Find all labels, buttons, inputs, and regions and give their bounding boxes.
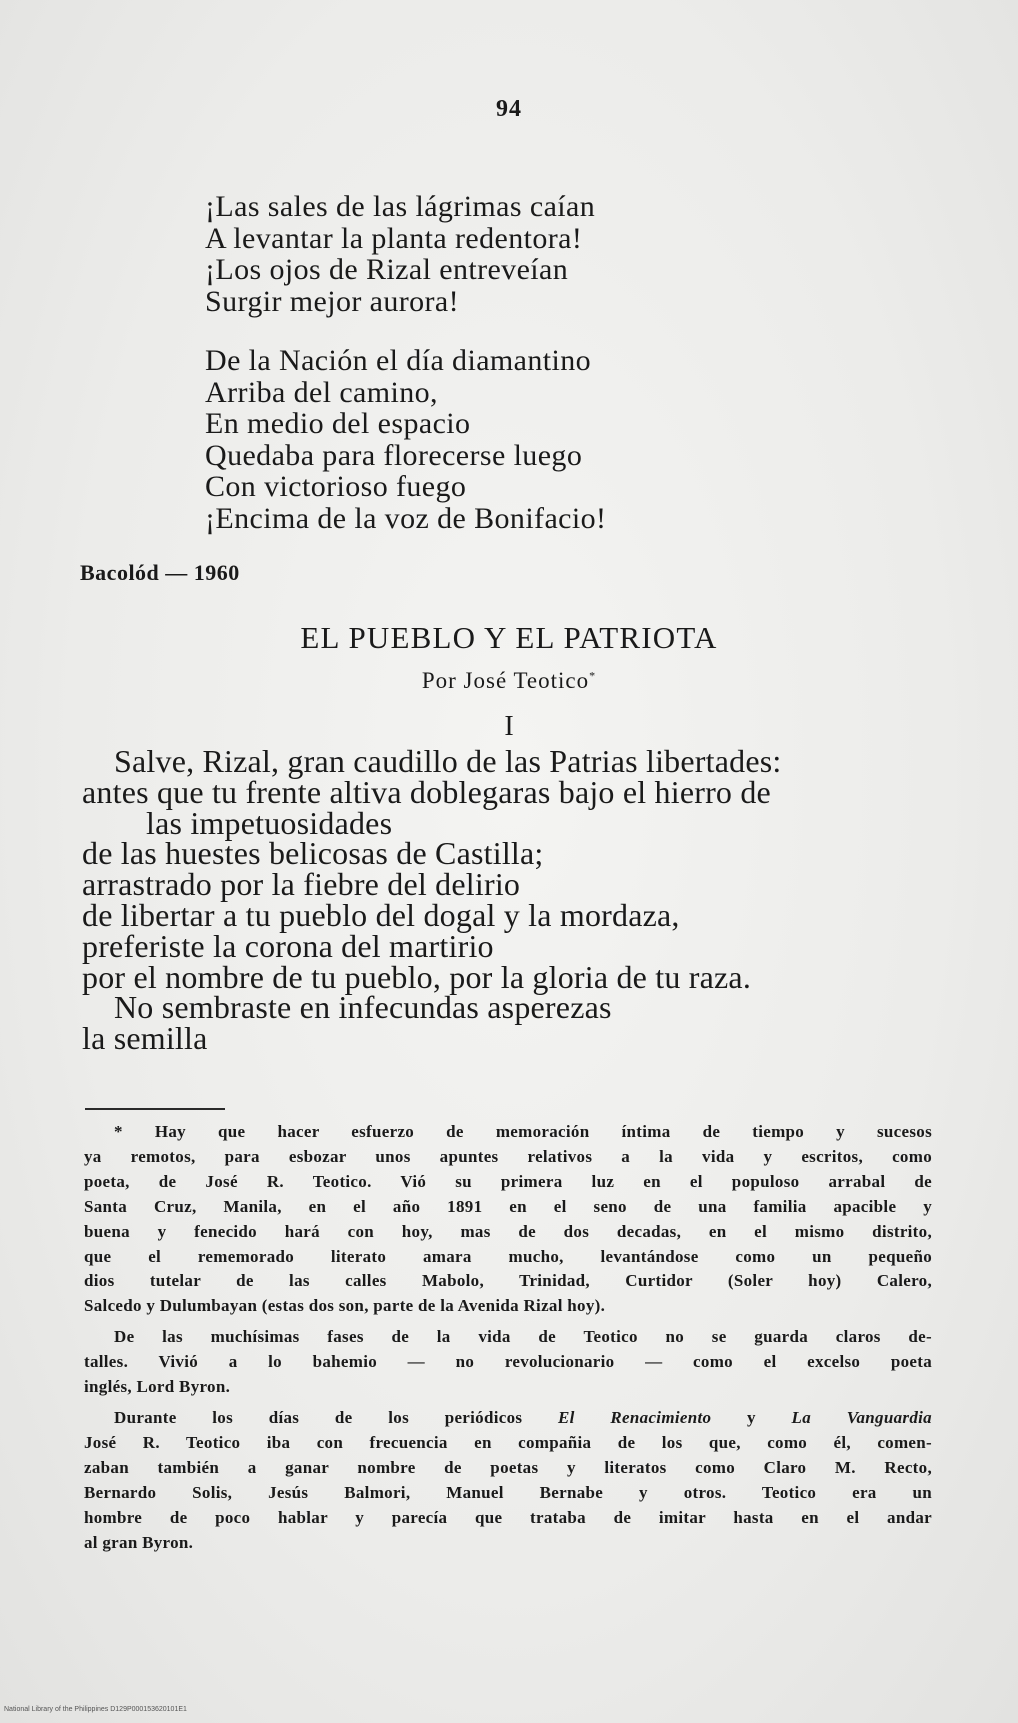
footnote-line: poeta, de José R. Teotico. Vió su primera luz en el populoso arrabal de [84, 1171, 932, 1191]
footnote-paragraph-1 [84, 1120, 932, 1319]
poem-title: EL PUEBLO Y EL PATRIOTA [300, 620, 718, 655]
footnote-line: Santa Cruz, Manila, en el año 1891 en el seno de una familia apacible y [84, 1196, 932, 1216]
footnote-line: talles. Vivió a lo bahemio — no revolucionario — como el excelso poeta [84, 1352, 932, 1372]
footnote-line: José R. Teotico iba con frecuencia en compañia de los que, como él, comen- [84, 1432, 932, 1452]
poem-place-date: Bacolód — 1960 [80, 560, 240, 585]
footnote-line: * Hay que hacer esfuerzo de memoración íntima de tiempo y sucesos [114, 1122, 932, 1141]
verse-line: Salve, Rizal, gran caudillo de las Patrias libertades: [114, 743, 782, 779]
verse-line: No sembraste en infecundas asperezas [114, 989, 612, 1026]
author-name: Por José Teotico [421, 668, 590, 693]
footnote-divider [85, 1108, 225, 1110]
page-number: 94 [496, 96, 522, 122]
footnote-line [84, 1406, 932, 1431]
newspaper-title: El Renacimiento [558, 1407, 712, 1427]
verse-line: preferiste la corona del martirio [82, 927, 494, 964]
poem-body [82, 743, 782, 1057]
footnote-line: ya remotos, para esbozar unos apuntes relativos a la vida y escritos, como [84, 1146, 932, 1166]
verse-line: Surgir mejor aurora! [205, 284, 460, 318]
library-stamp: National Library of the Philippines D129P000153620101E1 [4, 1706, 187, 1713]
verse-line: ¡Los ojos de Rizal entreveían [205, 253, 569, 286]
section-number: I [504, 711, 514, 742]
footnote-line: hombre de poco hablar y parecía que trataba de imitar hasta en el andar [84, 1507, 932, 1527]
footnote-marker: * [589, 668, 597, 683]
footnote-line: buena y fenecido hará con hoy, mas de dos decadas, en el mismo distrito, [84, 1221, 932, 1241]
verse-line: Con victorioso fuego [205, 470, 467, 503]
verse-line: las impetuosidades [146, 804, 393, 841]
footnote-line: que el rememorado literato amara mucho, levantándose como un pequeño [84, 1246, 932, 1266]
poem-author [0, 668, 1018, 694]
verse-line: de las huestes belicosas de Castilla; [82, 835, 544, 872]
poem-stanza-1 [205, 191, 595, 317]
verse-line: de libertar a tu pueblo del dogal y la mordaza, [82, 896, 680, 933]
verse-line: Quedaba para florecerse luego [205, 438, 583, 472]
verse-line: por el nombre de tu pueblo, por la gloria de tu raza. [82, 958, 752, 995]
verse-line: A levantar la planta redentora! [205, 221, 583, 255]
footnote-text: y [747, 1407, 756, 1427]
footnote-text: Durante los días de los periódicos [114, 1407, 523, 1427]
footnotes [84, 1120, 932, 1555]
poem-stanza-2 [205, 345, 606, 534]
footnote-line: Salcedo y Dulumbayan (estas dos son, parte de la Avenida Rizal hoy). [84, 1296, 606, 1316]
footnote-line: zaban también a ganar nombre de poetas y literatos como Claro M. Recto, [84, 1457, 932, 1477]
verse-line: De la Nación el día diamantino [205, 344, 592, 377]
footnote-paragraph-3 [84, 1406, 932, 1555]
footnote-line: Bernardo Solis, Jesús Balmori, Manuel Bernabe y otros. Teotico era un [84, 1482, 932, 1502]
footnote-paragraph-2 [84, 1325, 932, 1400]
verse-line: En medio del espacio [205, 407, 471, 440]
footnote-line: dios tutelar de las calles Mabolo, Trinidad, Curtidor (Soler hoy) Calero, [84, 1271, 932, 1291]
footnote-line: inglés, Lord Byron. [84, 1377, 231, 1397]
verse-line: Arriba del camino, [205, 375, 438, 409]
footnote-line: al gran Byron. [84, 1532, 194, 1552]
verse-line: ¡Encima de la voz de Bonifacio! [205, 501, 607, 535]
newspaper-title: La Vanguardia [791, 1407, 932, 1427]
verse-line: ¡Las sales de las lágrimas caían [205, 190, 596, 223]
verse-line: la semilla [82, 1020, 208, 1057]
footnote-line: De las muchísimas fases de la vida de Teotico no se guarda claros de- [114, 1327, 932, 1347]
verse-line: antes que tu frente altiva doblegaras bajo el hierro de [82, 773, 771, 810]
verse-line: arrastrado por la fiebre del delirio [82, 866, 521, 903]
